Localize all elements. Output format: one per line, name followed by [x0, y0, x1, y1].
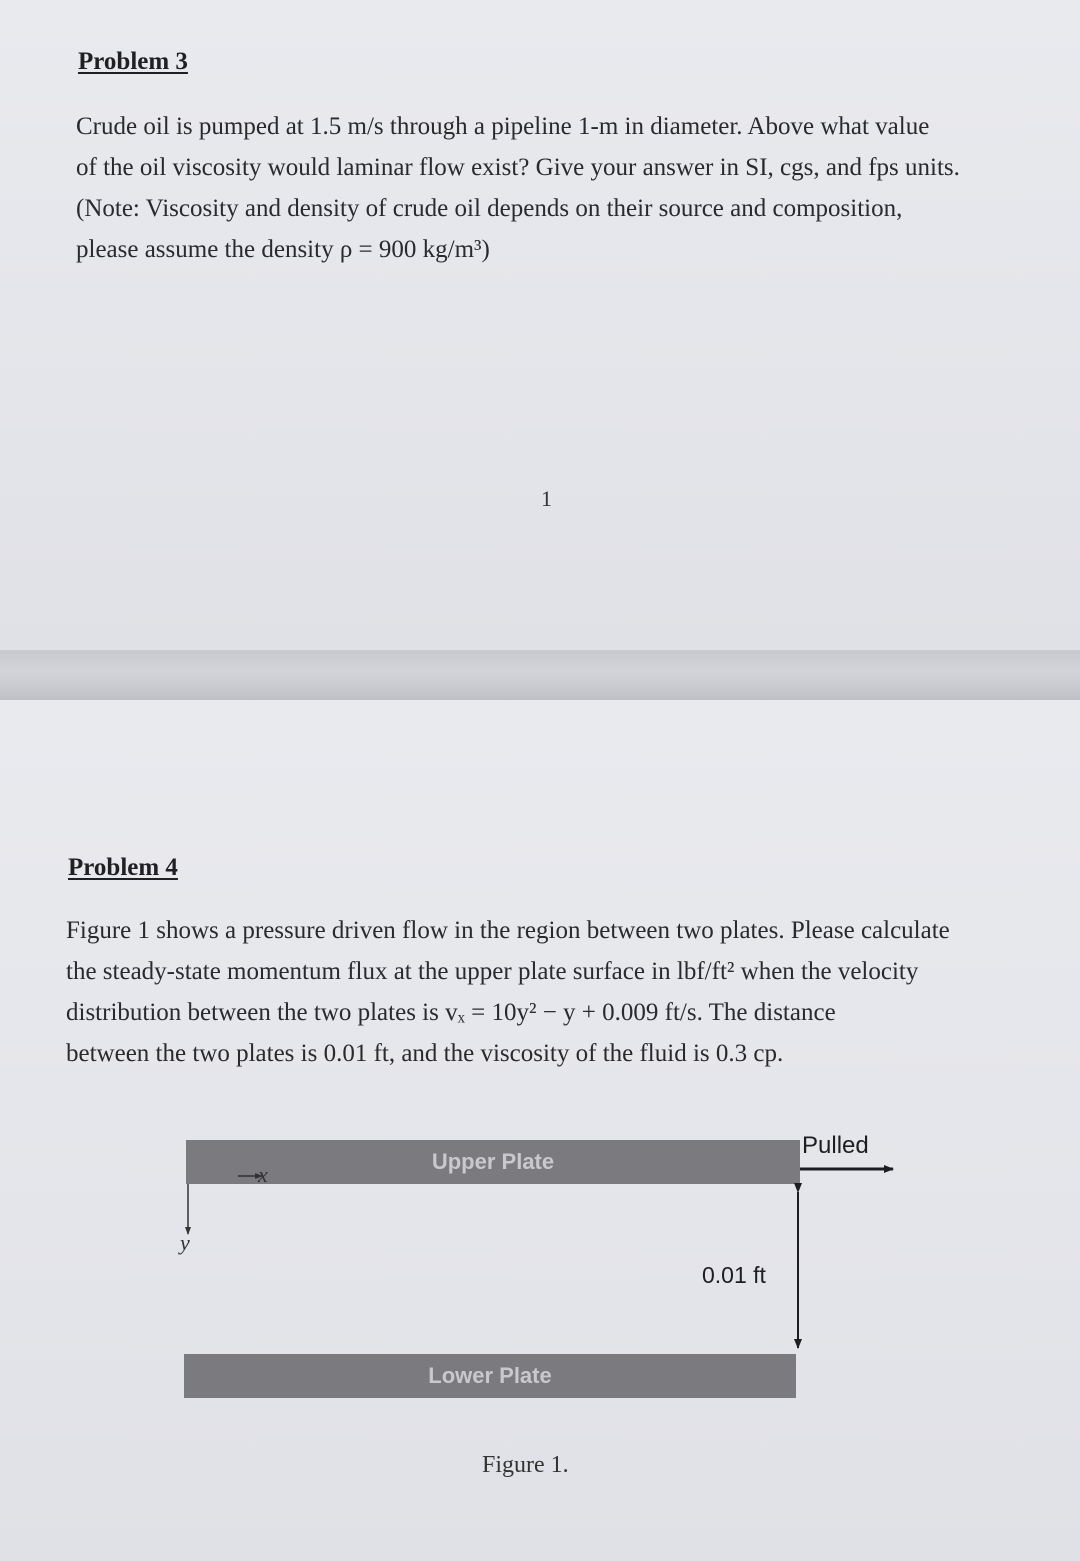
problem-3-line-4: please assume the density ρ = 900 kg/m³)	[76, 236, 490, 263]
gap-dimension-label: 0.01 ft	[702, 1262, 766, 1288]
figure-arrows	[0, 700, 1080, 1561]
problem-4-line-4: between the two plates is 0.01 ft, and the viscosity of the fluid is 0.3 cp.	[66, 1040, 784, 1067]
pulled-label: Pulled	[802, 1132, 869, 1159]
problem-4-heading: Problem 4	[68, 854, 178, 881]
page-separator	[0, 650, 1080, 700]
problem-3-line-2: of the oil viscosity would laminar flow exist? Give your answer in SI, cgs, and fps units.	[76, 154, 960, 181]
problem-3-text	[76, 106, 1038, 270]
document-page-1	[0, 0, 1080, 650]
problem-3-line-3: (Note: Viscosity and density of crude oil depends on their source and composition,	[76, 195, 903, 222]
page-number: 1	[541, 486, 552, 511]
problem-3-line-1: Crude oil is pumped at 1.5 m/s through a pipeline 1-m in diameter. Above what value	[76, 113, 930, 140]
problem-4-line-1: Figure 1 shows a pressure driven flow in the region between two plates. Please calculate	[66, 917, 950, 944]
x-axis-label: x	[258, 1162, 268, 1187]
problem-3-heading: Problem 3	[78, 48, 188, 75]
problem-4-line-3: distribution between the two plates is vₓ = 10y² − y + 0.009 ft/s. The distance	[66, 999, 836, 1026]
lower-plate-label: Lower Plate	[428, 1363, 552, 1388]
y-axis-label: y	[180, 1230, 190, 1255]
document-page-2	[0, 700, 1080, 1561]
upper-plate-label: Upper Plate	[431, 1149, 555, 1174]
figure-caption: Figure 1.	[482, 1452, 569, 1478]
problem-4-line-2: the steady-state momentum flux at the upper plate surface in lbf/ft² when the velocity	[66, 958, 919, 985]
